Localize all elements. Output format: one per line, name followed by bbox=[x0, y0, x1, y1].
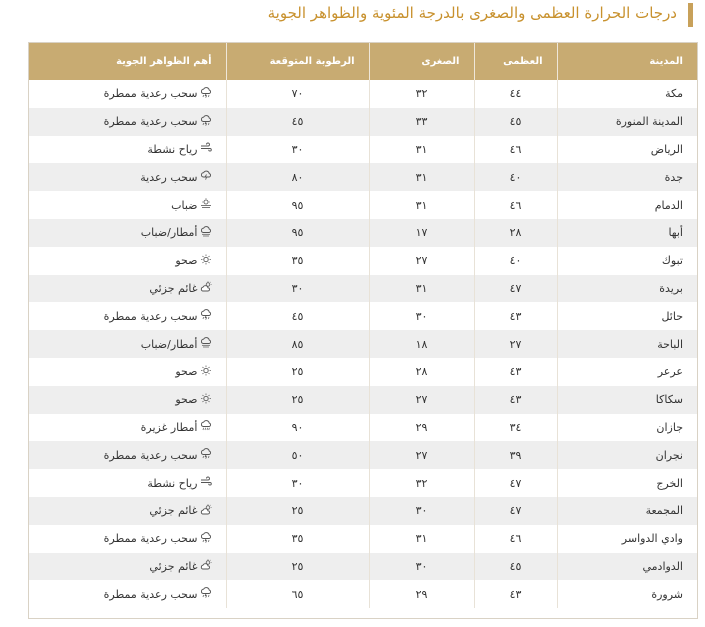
table-row bbox=[29, 469, 697, 497]
city-cell: وادي الدواسر bbox=[557, 525, 697, 553]
min-temp-cell: ٢٧ bbox=[369, 386, 474, 414]
fog-icon bbox=[200, 198, 212, 212]
table-row bbox=[29, 302, 697, 330]
max-temp-cell: ٤٣ bbox=[474, 580, 557, 608]
min-temp-cell: ٣٣ bbox=[369, 108, 474, 136]
condition-text: سحب رعدية bbox=[140, 170, 198, 184]
partly-cloudy-icon bbox=[200, 559, 212, 573]
condition-wrap bbox=[149, 281, 211, 295]
max-temp-cell: ٤٦ bbox=[474, 136, 557, 164]
city-cell: نجران bbox=[557, 441, 697, 469]
city-cell: المجمعة bbox=[557, 497, 697, 525]
max-temp-cell: ٣٩ bbox=[474, 441, 557, 469]
max-temp-cell: ٤٣ bbox=[474, 302, 557, 330]
thunderstorm-rain-icon bbox=[200, 448, 212, 462]
humidity-cell: ٧٠ bbox=[226, 80, 369, 108]
condition-text: رياح نشطة bbox=[147, 142, 198, 156]
condition-cell bbox=[29, 580, 226, 608]
min-temp-cell: ٣١ bbox=[369, 275, 474, 303]
city-cell: سكاكا bbox=[557, 386, 697, 414]
humidity-cell: ٢٥ bbox=[226, 386, 369, 414]
max-temp-cell: ٤٥ bbox=[474, 553, 557, 581]
city-cell: شرورة bbox=[557, 580, 697, 608]
rain-fog-icon bbox=[200, 226, 212, 240]
header-city: المدينة bbox=[557, 43, 697, 80]
max-temp-cell: ٤٥ bbox=[474, 108, 557, 136]
condition-cell bbox=[29, 136, 226, 164]
table-row bbox=[29, 136, 697, 164]
condition-text: صحو bbox=[175, 393, 198, 407]
min-temp-cell: ١٧ bbox=[369, 219, 474, 247]
condition-cell bbox=[29, 219, 226, 247]
condition-wrap bbox=[149, 504, 211, 518]
condition-wrap bbox=[104, 115, 212, 129]
min-temp-cell: ٢٩ bbox=[369, 580, 474, 608]
table-row bbox=[29, 330, 697, 358]
min-temp-cell: ٣٠ bbox=[369, 497, 474, 525]
humidity-cell: ٤٥ bbox=[226, 302, 369, 330]
table-row bbox=[29, 275, 697, 303]
min-temp-cell: ١٨ bbox=[369, 330, 474, 358]
city-cell: الخرج bbox=[557, 469, 697, 497]
condition-wrap bbox=[175, 393, 211, 407]
city-cell: تبوك bbox=[557, 247, 697, 275]
condition-cell bbox=[29, 386, 226, 414]
condition-cell bbox=[29, 191, 226, 219]
sun-icon bbox=[200, 393, 212, 407]
min-temp-cell: ٢٧ bbox=[369, 247, 474, 275]
table-row bbox=[29, 108, 697, 136]
table-row bbox=[29, 441, 697, 469]
condition-wrap bbox=[141, 226, 212, 240]
humidity-cell: ٩٠ bbox=[226, 414, 369, 442]
condition-cell bbox=[29, 525, 226, 553]
humidity-cell: ٨٥ bbox=[226, 330, 369, 358]
max-temp-cell: ٣٤ bbox=[474, 414, 557, 442]
city-cell: جدة bbox=[557, 163, 697, 191]
city-cell: جازان bbox=[557, 414, 697, 442]
table-row bbox=[29, 358, 697, 386]
wind-icon bbox=[200, 476, 212, 490]
max-temp-cell: ٤٤ bbox=[474, 80, 557, 108]
city-cell: الرياض bbox=[557, 136, 697, 164]
title-accent-bar bbox=[688, 3, 693, 27]
table-row bbox=[29, 191, 697, 219]
city-cell: الدوادمي bbox=[557, 553, 697, 581]
condition-wrap bbox=[104, 309, 212, 323]
city-cell: الدمام bbox=[557, 191, 697, 219]
condition-wrap bbox=[175, 365, 211, 379]
min-temp-cell: ٣٠ bbox=[369, 553, 474, 581]
table-row bbox=[29, 386, 697, 414]
min-temp-cell: ٣١ bbox=[369, 163, 474, 191]
min-temp-cell: ٢٨ bbox=[369, 358, 474, 386]
city-cell: حائل bbox=[557, 302, 697, 330]
city-cell: مكة bbox=[557, 80, 697, 108]
max-temp-cell: ٢٨ bbox=[474, 219, 557, 247]
condition-wrap bbox=[141, 420, 212, 434]
table-body bbox=[29, 80, 697, 608]
condition-cell bbox=[29, 275, 226, 303]
condition-text: سحب رعدية ممطرة bbox=[103, 532, 198, 546]
header-humidity: الرطوبة المتوقعة bbox=[226, 43, 369, 80]
condition-cell bbox=[29, 247, 226, 275]
condition-cell bbox=[29, 414, 226, 442]
city-cell: الباحة bbox=[557, 330, 697, 358]
condition-cell bbox=[29, 358, 226, 386]
condition-text: سحب رعدية ممطرة bbox=[103, 587, 198, 601]
max-temp-cell: ٤٧ bbox=[474, 469, 557, 497]
rain-fog-icon bbox=[200, 337, 212, 351]
city-cell: المدينة المنورة bbox=[557, 108, 697, 136]
condition-wrap bbox=[104, 587, 212, 601]
table-row bbox=[29, 525, 697, 553]
table-row bbox=[29, 80, 697, 108]
condition-cell bbox=[29, 163, 226, 191]
min-temp-cell: ٣٠ bbox=[369, 302, 474, 330]
table-title-bar bbox=[225, 0, 693, 30]
table-header-row bbox=[29, 43, 697, 80]
partly-cloudy-icon bbox=[200, 281, 212, 295]
thunderstorm-rain-icon bbox=[200, 115, 212, 129]
condition-wrap bbox=[141, 337, 212, 351]
condition-text: ضباب bbox=[171, 198, 198, 212]
humidity-cell: ٣٥ bbox=[226, 247, 369, 275]
table-row bbox=[29, 219, 697, 247]
humidity-cell: ٣٥ bbox=[226, 525, 369, 553]
weather-table-container bbox=[28, 42, 698, 619]
condition-wrap bbox=[147, 142, 211, 156]
condition-cell bbox=[29, 330, 226, 358]
condition-wrap bbox=[147, 476, 211, 490]
thunderstorm-rain-icon bbox=[200, 587, 212, 601]
max-temp-cell: ٤٣ bbox=[474, 358, 557, 386]
humidity-cell: ٢٥ bbox=[226, 497, 369, 525]
thunderstorm-rain-icon bbox=[200, 87, 212, 101]
max-temp-cell: ٤٠ bbox=[474, 247, 557, 275]
condition-text: صحو bbox=[175, 365, 198, 379]
table-row bbox=[29, 553, 697, 581]
thunderstorm-rain-icon bbox=[200, 532, 212, 546]
condition-text: أمطار/ضباب bbox=[140, 226, 198, 240]
table-row bbox=[29, 247, 697, 275]
min-temp-cell: ٣١ bbox=[369, 525, 474, 553]
humidity-cell: ٥٠ bbox=[226, 441, 369, 469]
condition-wrap bbox=[104, 532, 212, 546]
condition-wrap bbox=[171, 198, 211, 212]
max-temp-cell: ٤٣ bbox=[474, 386, 557, 414]
city-cell: أبها bbox=[557, 219, 697, 247]
city-cell: عرعر bbox=[557, 358, 697, 386]
condition-wrap bbox=[104, 87, 212, 101]
condition-cell bbox=[29, 469, 226, 497]
min-temp-cell: ٣٢ bbox=[369, 80, 474, 108]
sun-icon bbox=[200, 365, 212, 379]
condition-cell bbox=[29, 553, 226, 581]
partly-cloudy-icon bbox=[200, 504, 212, 518]
condition-text: أمطار/ضباب bbox=[140, 337, 198, 351]
city-cell: بريدة bbox=[557, 275, 697, 303]
max-temp-cell: ٤٦ bbox=[474, 191, 557, 219]
max-temp-cell: ٢٧ bbox=[474, 330, 557, 358]
humidity-cell: ٣٠ bbox=[226, 275, 369, 303]
wind-icon bbox=[200, 142, 212, 156]
header-min: الصغرى bbox=[369, 43, 474, 80]
condition-text: سحب رعدية ممطرة bbox=[103, 448, 198, 462]
table-row bbox=[29, 163, 697, 191]
condition-text: غائم جزئي bbox=[149, 281, 198, 295]
humidity-cell: ٦٥ bbox=[226, 580, 369, 608]
humidity-cell: ٢٥ bbox=[226, 358, 369, 386]
condition-cell bbox=[29, 441, 226, 469]
condition-wrap bbox=[140, 170, 211, 184]
condition-text: سحب رعدية ممطرة bbox=[103, 87, 198, 101]
table-row bbox=[29, 497, 697, 525]
page-title: درجات الحرارة العظمى والصغرى بالدرجة المئوية والظواهر الجوية bbox=[267, 4, 677, 22]
min-temp-cell: ٣١ bbox=[369, 191, 474, 219]
max-temp-cell: ٤٧ bbox=[474, 275, 557, 303]
humidity-cell: ٩٥ bbox=[226, 219, 369, 247]
table-row bbox=[29, 580, 697, 608]
condition-wrap bbox=[149, 559, 211, 573]
humidity-cell: ٢٥ bbox=[226, 553, 369, 581]
weather-table bbox=[29, 43, 697, 608]
condition-cell bbox=[29, 108, 226, 136]
condition-text: سحب رعدية ممطرة bbox=[103, 309, 198, 323]
table-row bbox=[29, 414, 697, 442]
humidity-cell: ٣٠ bbox=[226, 136, 369, 164]
min-temp-cell: ٢٩ bbox=[369, 414, 474, 442]
thunder-cloud-icon bbox=[200, 170, 212, 184]
condition-cell bbox=[29, 80, 226, 108]
condition-wrap bbox=[175, 254, 211, 268]
condition-text: أمطار غزيرة bbox=[140, 420, 198, 434]
max-temp-cell: ٤٦ bbox=[474, 525, 557, 553]
header-conditions: أهم الظواهر الجوية bbox=[29, 43, 226, 80]
header-max: العظمى bbox=[474, 43, 557, 80]
min-temp-cell: ٢٧ bbox=[369, 441, 474, 469]
condition-text: غائم جزئي bbox=[149, 559, 198, 573]
humidity-cell: ٤٥ bbox=[226, 108, 369, 136]
condition-cell bbox=[29, 302, 226, 330]
min-temp-cell: ٣٢ bbox=[369, 469, 474, 497]
heavy-rain-icon bbox=[200, 420, 212, 434]
max-temp-cell: ٤٠ bbox=[474, 163, 557, 191]
condition-text: صحو bbox=[175, 254, 198, 268]
thunderstorm-rain-icon bbox=[200, 309, 212, 323]
humidity-cell: ٣٠ bbox=[226, 469, 369, 497]
condition-wrap bbox=[104, 448, 212, 462]
sun-icon bbox=[200, 254, 212, 268]
humidity-cell: ٨٠ bbox=[226, 163, 369, 191]
condition-cell bbox=[29, 497, 226, 525]
max-temp-cell: ٤٧ bbox=[474, 497, 557, 525]
condition-text: رياح نشطة bbox=[147, 476, 198, 490]
condition-text: سحب رعدية ممطرة bbox=[103, 115, 198, 129]
humidity-cell: ٩٥ bbox=[226, 191, 369, 219]
condition-text: غائم جزئي bbox=[149, 504, 198, 518]
min-temp-cell: ٣١ bbox=[369, 136, 474, 164]
